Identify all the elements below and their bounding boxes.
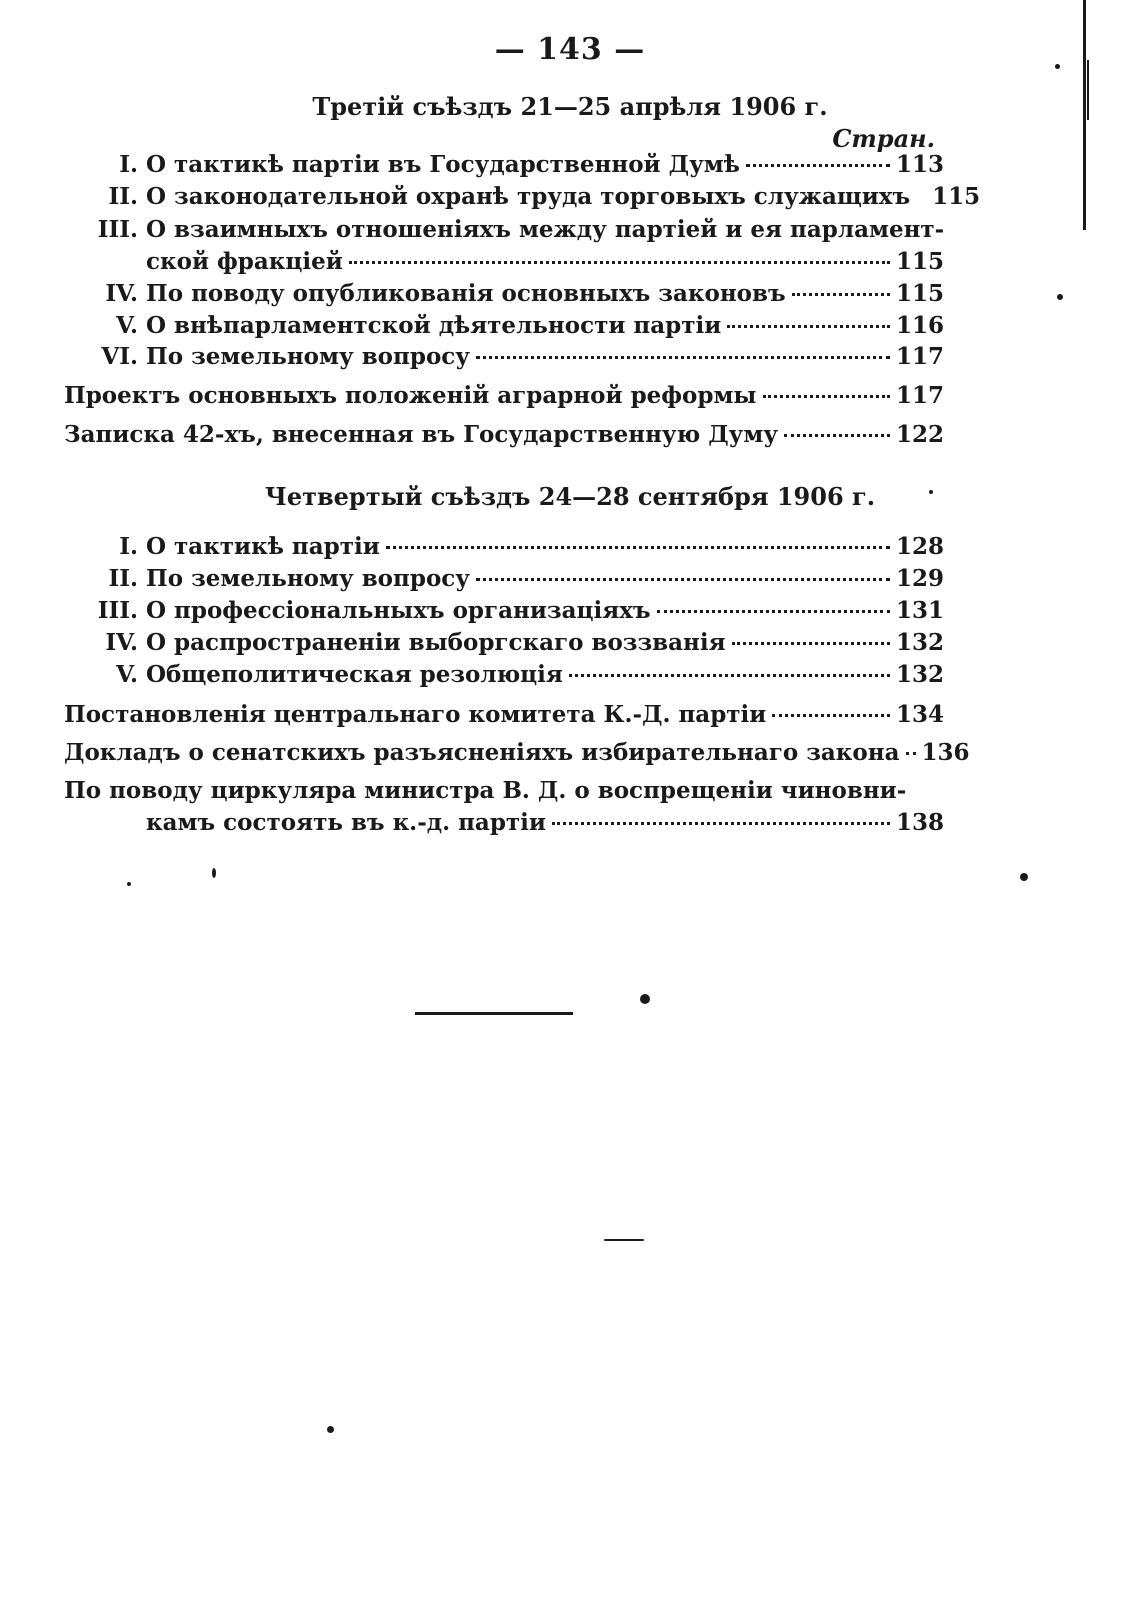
- dot-leader: [569, 674, 890, 677]
- scan-speck: [1057, 294, 1063, 300]
- toc-entry: [64, 182, 981, 212]
- dot-leader: [386, 546, 890, 549]
- toc-entry: [64, 420, 945, 450]
- toc-entry: [64, 700, 945, 730]
- entry-title: О внѣпарламентской дѣятельности партіи: [146, 312, 722, 339]
- dot-leader: [552, 822, 890, 825]
- entry-page: 134: [896, 701, 945, 728]
- entry-number: III.: [97, 216, 138, 243]
- dot-leader: [792, 293, 890, 296]
- entry-title: Докладъ о сенатскихъ разъясненіяхъ избирательнаго закона: [64, 739, 900, 766]
- entry-title: О законодательной охранѣ труда торговыхъ служащихъ: [146, 183, 911, 210]
- entry-number: VI.: [101, 343, 138, 370]
- entry-title: ской фракціей: [146, 248, 343, 275]
- toc-entry: [64, 660, 945, 690]
- toc-entry: [64, 150, 945, 180]
- dot-leader: [906, 752, 916, 755]
- entry-title: О взаимныхъ отношеніяхъ между партіей и ея парламент-: [146, 216, 945, 243]
- entry-number: I.: [119, 533, 138, 560]
- entry-page: 128: [896, 533, 945, 560]
- entry-title: О тактикѣ партіи: [146, 533, 380, 560]
- section-title-third-congress: Третій съѣздъ 21—25 апрѣля 1906 г.: [312, 92, 828, 121]
- toc-entry: [64, 342, 945, 372]
- entry-title: Записка 42-хъ, внесенная въ Государственную Думу: [64, 421, 779, 448]
- toc-entry: [64, 311, 945, 341]
- entry-title: О распространеніи выборгскаго воззванія: [146, 629, 726, 656]
- entry-page: 115: [896, 280, 945, 307]
- dot-leader: [657, 610, 890, 613]
- entry-title: О тактикѣ партіи въ Государственной Думѣ: [146, 151, 740, 178]
- page-number: — 143 —: [494, 32, 646, 67]
- entry-page: 115: [896, 248, 945, 275]
- scan-speck: [1055, 64, 1060, 69]
- toc-entry: [64, 564, 945, 594]
- entry-number: V.: [116, 661, 138, 688]
- entry-page: 122: [896, 421, 945, 448]
- entry-page: 117: [896, 382, 945, 409]
- entry-page: 129: [896, 565, 945, 592]
- entry-number: I.: [119, 151, 138, 178]
- entry-number: III.: [97, 597, 138, 624]
- entry-title: Проектъ основныхъ положеній аграрной реформы: [64, 382, 757, 409]
- toc-entry: [64, 596, 945, 626]
- scan-edge-artifact: [1087, 60, 1089, 120]
- dot-leader: [746, 164, 890, 167]
- entry-page: 115: [932, 183, 981, 210]
- scan-speck: [212, 868, 216, 878]
- toc-entry-continuation: [64, 247, 945, 277]
- dot-leader: [732, 642, 890, 645]
- toc-entry: [64, 279, 945, 309]
- entry-page: 132: [896, 661, 945, 688]
- dot-leader: [476, 356, 890, 359]
- entry-page: 117: [896, 343, 945, 370]
- scan-speck: [1020, 873, 1028, 881]
- entry-number: IV.: [105, 629, 138, 656]
- scan-speck: [929, 490, 933, 494]
- toc-entry-continuation: [64, 808, 945, 838]
- entry-number: II.: [108, 183, 138, 210]
- entry-page: 131: [896, 597, 945, 624]
- closing-rule: [415, 1012, 573, 1015]
- entry-title: По земельному вопросу: [146, 565, 471, 592]
- entry-title: камъ состоять въ к.-д. партіи: [146, 809, 546, 836]
- entry-title: Общеполитическая резолюція: [146, 661, 563, 688]
- entry-title: По поводу циркуляра министра В. Д. о воспрещеніи чиновни-: [64, 777, 907, 804]
- dot-leader: [349, 261, 890, 264]
- entry-page: 113: [896, 151, 945, 178]
- scan-speck: [604, 1239, 644, 1241]
- entry-page: 116: [896, 312, 945, 339]
- entry-title: По земельному вопросу: [146, 343, 471, 370]
- entry-page: 138: [896, 809, 945, 836]
- entry-title: Постановленія центральнаго комитета К.-Д. партіи: [64, 701, 767, 728]
- toc-entry: [64, 738, 970, 768]
- toc-entry: [64, 776, 938, 806]
- entry-title: По поводу опубликованія основныхъ законовъ: [146, 280, 786, 307]
- dot-leader: [784, 434, 890, 437]
- entry-page: 136: [921, 739, 970, 766]
- toc-entry: [64, 628, 945, 658]
- entry-number: II.: [108, 565, 138, 592]
- entry-number: V.: [116, 312, 138, 339]
- dot-leader: [727, 325, 890, 328]
- dot-leader: [763, 395, 891, 398]
- scan-edge-artifact: [1083, 0, 1086, 230]
- scan-speck: [327, 1426, 334, 1433]
- dot-leader: [476, 578, 890, 581]
- scan-speck: [127, 882, 131, 886]
- toc-entry: [64, 215, 945, 245]
- dot-leader: [916, 196, 926, 199]
- entry-number: IV.: [105, 280, 138, 307]
- page-column-header: Стран.: [832, 124, 935, 153]
- toc-entry: [64, 381, 945, 411]
- dot-leader: [772, 714, 890, 717]
- entry-page: 132: [896, 629, 945, 656]
- scan-speck: [640, 994, 650, 1004]
- section-title-fourth-congress: Четвертый съѣздъ 24—28 сентября 1906 г.: [264, 482, 876, 511]
- entry-title: О профессіональныхъ организаціяхъ: [146, 597, 651, 624]
- toc-entry: [64, 532, 945, 562]
